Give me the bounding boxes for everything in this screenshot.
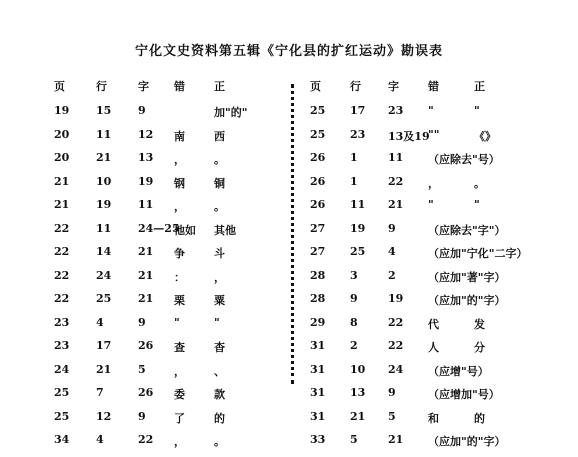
page-number: 26: [310, 151, 326, 164]
line-number: 19: [350, 221, 366, 235]
errata-row: [306, 410, 566, 434]
char-number: 5: [138, 362, 146, 376]
errata-row: [40, 316, 300, 340]
wrong-text: 他如: [174, 223, 196, 237]
page-number: 21: [54, 174, 70, 188]
errata-row: [40, 386, 300, 410]
char-number: 13及19: [388, 129, 430, 143]
char-number: 9: [138, 315, 146, 329]
page-number: 23: [54, 315, 70, 329]
char-number: 12: [138, 127, 154, 141]
line-number: 11: [96, 221, 112, 235]
errata-row: [306, 128, 566, 152]
wrong-text: 和: [428, 411, 439, 425]
page-number: 23: [54, 339, 70, 352]
char-number: 19: [388, 292, 404, 305]
errata-row: [40, 198, 300, 222]
line-number: 4: [96, 315, 104, 329]
errata-row: [306, 386, 566, 410]
line-number: 7: [96, 386, 104, 399]
char-number: 26: [138, 386, 154, 399]
header-page: 页: [54, 80, 65, 93]
line-number: 9: [350, 292, 358, 305]
wrong-text: （应加"著"字）: [428, 270, 506, 284]
page-number: 27: [310, 221, 326, 235]
line-number: 1: [350, 174, 358, 188]
correct-text: ": [474, 104, 480, 117]
header-char: 字: [388, 80, 399, 93]
errata-row: [40, 433, 300, 457]
errata-row: [40, 410, 300, 434]
errata-row: [306, 433, 566, 457]
header-correct: 正: [214, 80, 225, 93]
correct-text: 粟: [214, 294, 225, 307]
errata-row: [306, 198, 566, 222]
left-rows: [40, 104, 300, 457]
correct-text: 发: [474, 317, 485, 331]
wrong-text: ，: [428, 176, 439, 190]
char-number: 4: [388, 245, 396, 258]
char-number: 9: [138, 104, 146, 117]
header-wrong: 错: [174, 80, 185, 93]
page-number: 20: [54, 151, 70, 164]
line-number: 25: [350, 245, 366, 258]
char-number: 9: [388, 221, 396, 235]
wrong-text: ，: [174, 200, 185, 213]
line-number: 25: [96, 292, 112, 305]
char-number: 21: [388, 198, 404, 211]
page-number: 31: [310, 386, 326, 399]
right-rows: [306, 104, 566, 457]
page-number: 26: [310, 198, 326, 211]
line-number: 10: [350, 362, 366, 376]
wrong-text: ：: [174, 270, 185, 284]
page-number: 25: [54, 386, 70, 399]
line-number: 2: [350, 339, 358, 352]
line-number: 15: [96, 104, 112, 117]
line-number: 17: [96, 339, 112, 352]
line-number: 11: [350, 198, 366, 211]
char-number: 13: [138, 151, 154, 164]
page-number: 28: [310, 268, 326, 282]
wrong-text: ，: [174, 153, 185, 166]
correct-text: 加"的": [214, 106, 248, 119]
correct-text: 分: [474, 341, 485, 354]
wrong-text: 代: [428, 317, 439, 331]
line-number: 4: [96, 433, 104, 446]
wrong-text: （应增加"号）: [428, 388, 500, 401]
page-number: 22: [54, 221, 70, 235]
char-number: 2: [388, 268, 396, 282]
errata-row: [40, 104, 300, 128]
line-number: 13: [350, 386, 366, 399]
wrong-text: "": [428, 127, 440, 141]
line-number: 14: [96, 245, 112, 258]
page-number: 20: [54, 127, 70, 141]
wrong-text: 栗: [174, 294, 185, 307]
line-number: 24: [96, 268, 112, 282]
line-number: 10: [96, 174, 112, 188]
correct-text: 。: [214, 435, 225, 448]
header-line: 行: [350, 80, 361, 93]
line-number: 21: [96, 151, 112, 164]
wrong-text: 人: [428, 341, 439, 354]
correct-text: 。: [214, 153, 225, 166]
errata-row: [306, 339, 566, 363]
page-number: 29: [310, 315, 326, 329]
left-errata-column: [40, 78, 300, 457]
line-number: 17: [350, 104, 366, 117]
page-number: 22: [54, 268, 70, 282]
wrong-text: ，: [174, 435, 185, 448]
page-number: 24: [54, 362, 70, 376]
correct-text: 的: [474, 411, 485, 425]
errata-row: [40, 175, 300, 199]
wrong-text: ": [428, 104, 434, 117]
page-number: 25: [54, 409, 70, 423]
page-number: 19: [54, 104, 70, 117]
errata-row: [306, 316, 566, 340]
header-line: 行: [96, 80, 107, 93]
wrong-text: 委: [174, 388, 185, 401]
correct-text: 杳: [214, 341, 225, 354]
line-number: 21: [350, 409, 366, 423]
wrong-text: 了: [174, 411, 185, 425]
correct-text: ": [214, 315, 220, 329]
page-number: 22: [54, 292, 70, 305]
line-number: 11: [96, 127, 112, 141]
errata-row: [306, 104, 566, 128]
wrong-text: （应增"号）: [428, 364, 489, 378]
page-number: 25: [310, 127, 326, 141]
char-number: 24—25: [138, 221, 180, 235]
wrong-text: ": [174, 315, 180, 329]
char-number: 24: [388, 362, 404, 376]
char-number: 5: [388, 409, 396, 423]
wrong-text: ，: [174, 364, 185, 378]
char-number: 21: [138, 268, 154, 282]
wrong-text: 查: [174, 341, 185, 354]
correct-text: 斗: [214, 247, 225, 260]
line-number: 12: [96, 409, 112, 423]
char-number: 11: [138, 198, 154, 211]
errata-row: [40, 269, 300, 293]
correct-text: 的: [214, 411, 225, 425]
correct-text: 款: [214, 388, 225, 401]
center-dotted-divider: [291, 84, 294, 384]
page-number: 31: [310, 409, 326, 423]
errata-row: [306, 151, 566, 175]
page-number: 31: [310, 339, 326, 352]
wrong-text: 南: [174, 129, 185, 143]
line-number: 21: [96, 362, 112, 376]
errata-row: [40, 222, 300, 246]
correct-text: 铜: [214, 176, 225, 190]
char-number: 21: [138, 292, 154, 305]
left-header-row: [40, 78, 300, 104]
correct-text: 。: [214, 200, 225, 213]
header-wrong: 错: [428, 80, 439, 93]
right-errata-column: [306, 78, 566, 457]
wrong-text: 钢: [174, 176, 185, 190]
page-number: 21: [54, 198, 70, 211]
page-number: 26: [310, 174, 326, 188]
errata-row: [306, 222, 566, 246]
line-number: 3: [350, 268, 358, 282]
line-number: 23: [350, 127, 366, 141]
correct-text: ，: [214, 270, 225, 284]
wrong-text: （应除去"号）: [428, 153, 500, 166]
char-number: 22: [138, 433, 154, 446]
correct-text: 《》: [474, 129, 496, 143]
errata-row: [40, 245, 300, 269]
line-number: 19: [96, 198, 112, 211]
page-number: 34: [54, 433, 70, 446]
page-number: 22: [54, 245, 70, 258]
errata-row: [40, 128, 300, 152]
char-number: 23: [388, 104, 404, 117]
page-number: 33: [310, 433, 326, 446]
char-number: 22: [388, 315, 404, 329]
header-char: 字: [138, 80, 149, 93]
page-number: 25: [310, 104, 326, 117]
line-number: 1: [350, 151, 358, 164]
errata-row: [306, 175, 566, 199]
char-number: 19: [138, 174, 154, 188]
correct-text: 、: [214, 364, 225, 378]
char-number: 26: [138, 339, 154, 352]
errata-row: [306, 292, 566, 316]
wrong-text: （应加"的"字）: [428, 435, 506, 448]
correct-text: ": [474, 198, 480, 211]
errata-row: [40, 363, 300, 387]
errata-row: [306, 363, 566, 387]
char-number: 9: [388, 386, 396, 399]
errata-row: [306, 269, 566, 293]
char-number: 22: [388, 174, 404, 188]
page-number: 27: [310, 245, 326, 258]
errata-row: [306, 245, 566, 269]
errata-row: [40, 292, 300, 316]
errata-row: [40, 339, 300, 363]
page-number: 28: [310, 292, 326, 305]
line-number: 8: [350, 315, 358, 329]
correct-text: 西: [214, 129, 225, 143]
char-number: 9: [138, 409, 146, 423]
correct-text: 。: [474, 176, 485, 190]
correct-text: 其他: [214, 223, 236, 237]
char-number: 21: [138, 245, 154, 258]
char-number: 22: [388, 339, 404, 352]
wrong-text: （应加"宁化"二字）: [428, 247, 528, 260]
wrong-text: 争: [174, 247, 185, 260]
wrong-text: （应除去"字"）: [428, 223, 506, 237]
right-header-row: [306, 78, 566, 104]
wrong-text: （应加"的"字）: [428, 294, 506, 307]
page-title: 宁化文史资料第五辑《宁化县的扩红运动》勘误表: [134, 44, 443, 59]
char-number: 21: [388, 433, 404, 446]
line-number: 5: [350, 433, 358, 446]
char-number: 11: [388, 151, 404, 164]
page-number: 31: [310, 362, 326, 376]
header-correct: 正: [474, 80, 485, 93]
errata-row: [40, 151, 300, 175]
wrong-text: ": [428, 198, 434, 211]
header-page: 页: [310, 80, 321, 93]
